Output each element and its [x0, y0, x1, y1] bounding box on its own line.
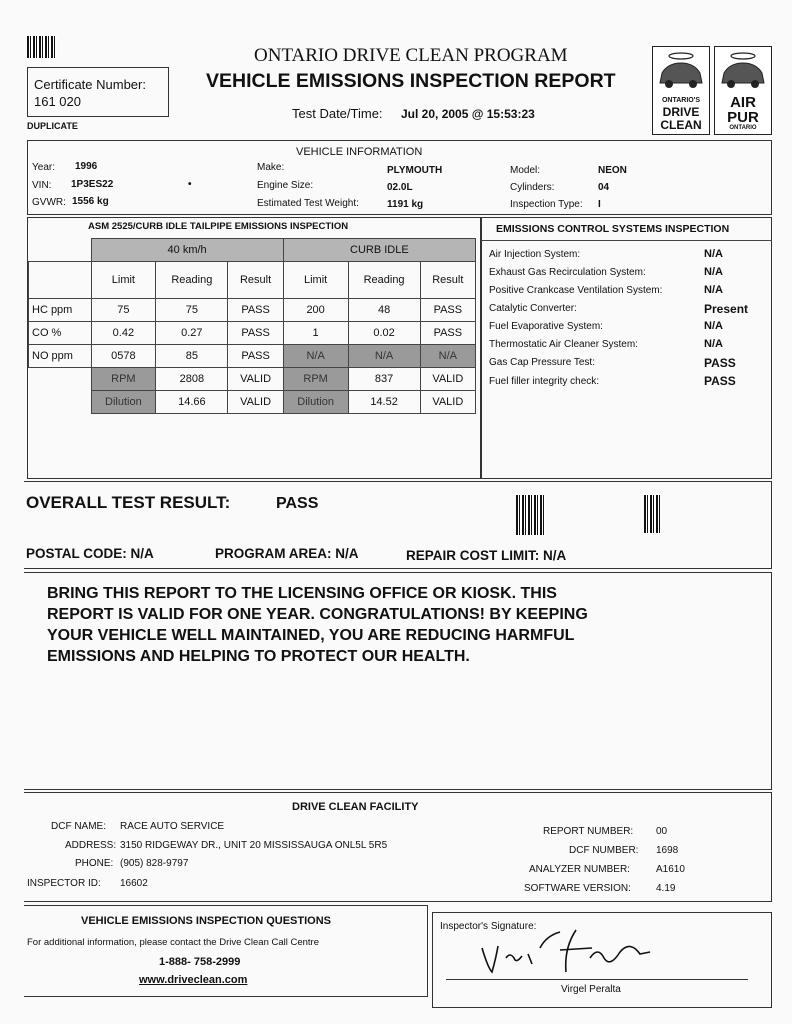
table-cell: 837 [348, 368, 420, 391]
row-label: NO ppm [29, 345, 92, 368]
table-cell: N/A [348, 345, 420, 368]
notice-line: BRING THIS REPORT TO THE LICENSING OFFICE OR KIOSK. THIS [47, 585, 557, 602]
address-value: 3150 RIDGEWAY DR., UNIT 20 MISSISSAUGA ONL5L 5R5 [120, 840, 388, 851]
questions-info: For additional information, please contact the Drive Clean Call Centre [27, 937, 320, 948]
row-label [29, 391, 92, 414]
program-area: PROGRAM AREA: N/A [215, 546, 359, 561]
table-cell: VALID [420, 368, 475, 391]
report-number-value: 00 [656, 826, 668, 837]
repair-cost-limit: REPAIR COST LIMIT: N/A [406, 548, 567, 563]
air-pur-logo [714, 46, 772, 135]
report-title: VEHICLE EMISSIONS INSPECTION REPORT [206, 70, 616, 92]
handwritten-signature [480, 928, 670, 980]
col-header: Reading [348, 262, 420, 299]
phone-value: (905) 828-9797 [120, 858, 189, 869]
model-value: NEON [598, 165, 627, 176]
program-title: ONTARIO DRIVE CLEAN PROGRAM [254, 45, 568, 66]
notice-box [24, 572, 772, 790]
overall-result-label: OVERALL TEST RESULT: [26, 493, 231, 512]
call-centre-phone: 1-888- 758-2999 [159, 956, 241, 968]
dcf-number-label: DCF NUMBER: [569, 845, 639, 856]
table-cell: Dilution [283, 391, 348, 414]
logo-left-line3: CLEAN [660, 118, 702, 132]
car-icon [654, 49, 708, 91]
logo-left-line1: ONTARIO'S [661, 97, 701, 104]
phone-label: PHONE: [75, 858, 114, 869]
control-item-name: Exhaust Gas Recirculation System: [489, 267, 646, 278]
facility-title: DRIVE CLEAN FACILITY [292, 801, 419, 813]
overall-result-value: PASS [276, 495, 319, 512]
signature-line [446, 979, 748, 980]
table-cell: 0.02 [348, 322, 420, 345]
logo-right-line3: ONTARIO [729, 125, 757, 131]
table-cell: PASS [228, 345, 283, 368]
table-cell: 14.66 [156, 391, 228, 414]
inspection-type-value: I [598, 199, 601, 210]
header-blank [29, 262, 92, 299]
emissions-control-title-underline [481, 240, 772, 241]
dcf-name-label: DCF NAME: [51, 821, 106, 832]
make-label: Make: [257, 162, 285, 173]
barcode-top [27, 36, 57, 58]
certificate-label: Certificate Number: [34, 77, 146, 92]
analyzer-number-label: ANALYZER NUMBER: [529, 864, 630, 875]
table-cell: 14.52 [348, 391, 420, 414]
control-item-name: Thermostatic Air Cleaner System: [489, 339, 638, 350]
barcode-result [516, 495, 546, 535]
row-label [29, 368, 92, 391]
table-cell: N/A [283, 345, 348, 368]
table-cell: 0578 [91, 345, 156, 368]
postal-code: POSTAL CODE: N/A [26, 546, 154, 561]
control-item-name: Fuel Evaporative System: [489, 321, 603, 332]
tailpipe-table [28, 238, 476, 414]
table-cell: 2808 [156, 368, 228, 391]
group-40kmh: 40 km/h [91, 239, 283, 262]
engine-value: 02.0L [387, 182, 413, 193]
certificate-box [27, 67, 169, 117]
make-value: PLYMOUTH [387, 165, 443, 176]
table-row [29, 345, 476, 368]
vin-value: 1P3ES22 [71, 179, 114, 190]
inspector-id-label: INSPECTOR ID: [27, 878, 101, 889]
table-cell: N/A [420, 345, 475, 368]
table-cell: 85 [156, 345, 228, 368]
year-label: Year: [32, 162, 55, 173]
col-header: Limit [91, 262, 156, 299]
group-curb-idle: CURB IDLE [283, 239, 475, 262]
signature-label: Inspector's Signature: [440, 921, 537, 932]
control-item-value: N/A [704, 284, 723, 296]
table-row [29, 368, 476, 391]
certificate-number: 161 020 [34, 94, 81, 109]
address-label: ADDRESS: [65, 840, 117, 851]
vin-mark: • [188, 179, 192, 190]
weight-value: 1191 kg [387, 199, 424, 210]
control-item-value: N/A [704, 248, 723, 260]
barcode-result-small [644, 495, 660, 533]
table-cell: RPM [283, 368, 348, 391]
table-cell: VALID [228, 391, 283, 414]
col-header: Result [420, 262, 475, 299]
inspector-name: Virgel Peralta [561, 984, 621, 995]
control-item-value: PASS [704, 356, 736, 370]
table-cell: PASS [420, 322, 475, 345]
control-item-name: Air Injection System: [489, 249, 581, 260]
control-item-name: Catalytic Converter: [489, 303, 577, 314]
gvwr-label: GVWR: [32, 197, 66, 208]
control-item-name: Gas Cap Pressure Test: [489, 357, 595, 368]
vin-label: VIN: [32, 180, 52, 191]
table-cell: 200 [283, 299, 348, 322]
test-datetime-label: Test Date/Time: [292, 106, 383, 121]
cylinders-label: Cylinders: [510, 182, 555, 193]
notice-line: EMISSIONS AND HELPING TO PROTECT OUR HEALTH. [47, 648, 470, 665]
car-icon [716, 49, 770, 91]
table-cell: 48 [348, 299, 420, 322]
engine-label: Engine Size: [257, 180, 314, 191]
questions-title: VEHICLE EMISSIONS INSPECTION QUESTIONS [81, 915, 331, 927]
control-item-value: PASS [704, 374, 736, 388]
software-version-label: SOFTWARE VERSION: [524, 883, 631, 894]
table-cell: 75 [156, 299, 228, 322]
notice-line: REPORT IS VALID FOR ONE YEAR. CONGRATULATIONS! BY KEEPING [47, 606, 588, 623]
cylinders-value: 04 [598, 182, 610, 193]
logo-right-line2: PUR [727, 109, 759, 126]
table-row [29, 391, 476, 414]
corner-cell [29, 239, 92, 262]
duplicate-label: DUPLICATE [27, 121, 78, 131]
table-cell: 75 [91, 299, 156, 322]
control-item-value: N/A [704, 338, 723, 350]
inspection-type-label: Inspection Type: [510, 199, 583, 210]
table-cell: PASS [228, 322, 283, 345]
gvwr-value: 1556 kg [72, 196, 109, 207]
software-version-value: 4.19 [656, 883, 676, 894]
table-cell: 0.27 [156, 322, 228, 345]
tailpipe-title: ASM 2525/CURB IDLE TAILPIPE EMISSIONS INSPECTION [88, 221, 349, 232]
row-label: HC ppm [29, 299, 92, 322]
table-row [29, 322, 476, 345]
control-item-name: Positive Crankcase Ventilation System: [489, 285, 663, 296]
analyzer-number-value: A1610 [656, 864, 685, 875]
control-item-value: N/A [704, 320, 723, 332]
model-label: Model: [510, 165, 541, 176]
year-value: 1996 [75, 161, 98, 172]
table-cell: PASS [228, 299, 283, 322]
control-item-name: Fuel filler integrity check: [489, 376, 600, 387]
report-number-label: REPORT NUMBER: [543, 826, 634, 837]
col-header: Result [228, 262, 283, 299]
dcf-number-value: 1698 [656, 845, 679, 856]
test-datetime-value: Jul 20, 2005 @ 15:53:23 [401, 107, 535, 121]
control-item-value: Present [704, 302, 749, 316]
control-item-value: N/A [704, 266, 723, 278]
table-row [29, 299, 476, 322]
logo-left-line2: DRIVE [662, 105, 700, 119]
dcf-name-value: RACE AUTO SERVICE [120, 821, 225, 832]
emissions-control-title: EMISSIONS CONTROL SYSTEMS INSPECTION [496, 223, 730, 235]
table-cell: PASS [420, 299, 475, 322]
col-header: Reading [156, 262, 228, 299]
row-label: CO % [29, 322, 92, 345]
vehicle-info-title: VEHICLE INFORMATION [296, 146, 423, 158]
table-cell: RPM [91, 368, 156, 391]
table-cell: VALID [228, 368, 283, 391]
table-cell: VALID [420, 391, 475, 414]
table-cell: Dilution [91, 391, 156, 414]
table-cell: 0.42 [91, 322, 156, 345]
notice-line: YOUR VEHICLE WELL MAINTAINED, YOU ARE REDUCING HARMFUL [47, 627, 575, 644]
driveclean-website-link[interactable]: www.driveclean.com [139, 974, 248, 986]
drive-clean-logo [652, 46, 710, 135]
logo-right-line1: AIR [730, 94, 756, 111]
table-cell: 1 [283, 322, 348, 345]
inspector-id-value: 16602 [120, 878, 148, 889]
col-header: Limit [283, 262, 348, 299]
weight-label: Estimated Test Weight: [257, 198, 359, 209]
